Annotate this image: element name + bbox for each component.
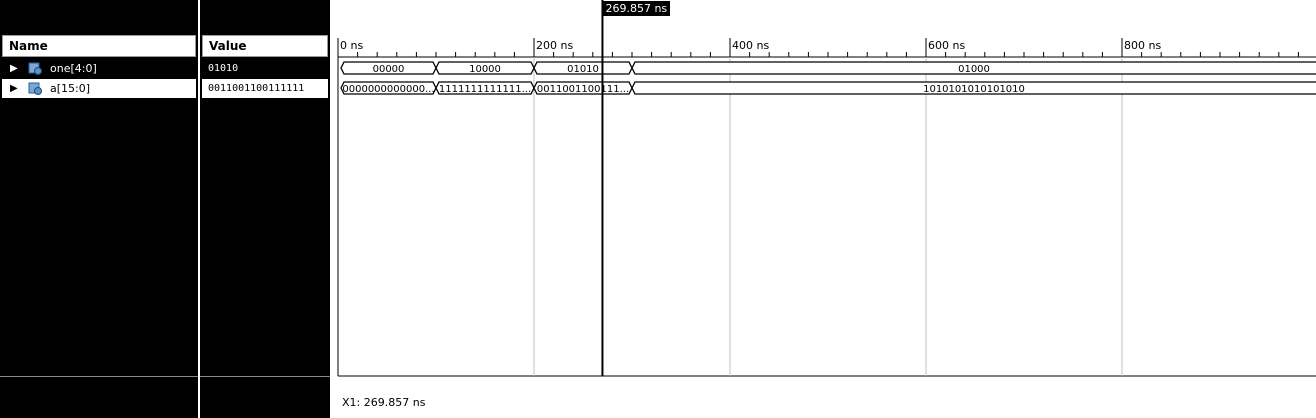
segment-value: 0000000000000... [342,84,435,95]
segment-value: 1111111111111... [438,84,532,95]
tick-label: 0 ns [340,39,364,52]
segment-value: 00000 [372,64,405,75]
bus-signal-icon [28,82,42,95]
segment-value: 01000 [958,64,990,75]
signal-value: 01010 [208,63,239,74]
segment-value: 10000 [469,64,501,75]
name-panel-divider [0,376,198,377]
cursor-readout: X1: 269.857 ns [342,396,426,409]
signal-name: a[15:0] [50,82,91,95]
waveform-viewer[interactable] [330,0,1316,418]
value-column-header[interactable]: Value [202,35,328,57]
value-panel-divider [200,376,330,377]
name-column-header[interactable]: Name [2,35,196,57]
segment-value: 0011001100111... [536,84,630,95]
signal-value: 0011001100111111 [202,79,328,98]
tick-label: 200 ns [536,39,574,52]
signal-name: one[4:0] [50,62,97,75]
signal-row-one[interactable] [2,59,196,78]
segment-value: 01010 [567,64,599,75]
bus-signal-icon [28,62,42,75]
expand-arrow-icon[interactable]: ▶ [10,83,18,94]
tick-label: 400 ns [732,39,770,52]
expand-arrow-icon[interactable]: ▶ [10,63,18,74]
tick-label: 800 ns [1124,39,1162,52]
segment-value: 1010101010101010 [923,84,1025,95]
tick-label: 600 ns [928,39,966,52]
cursor-time-flag[interactable]: 269.857 ns [602,1,670,16]
signal-row-a[interactable] [2,79,196,98]
